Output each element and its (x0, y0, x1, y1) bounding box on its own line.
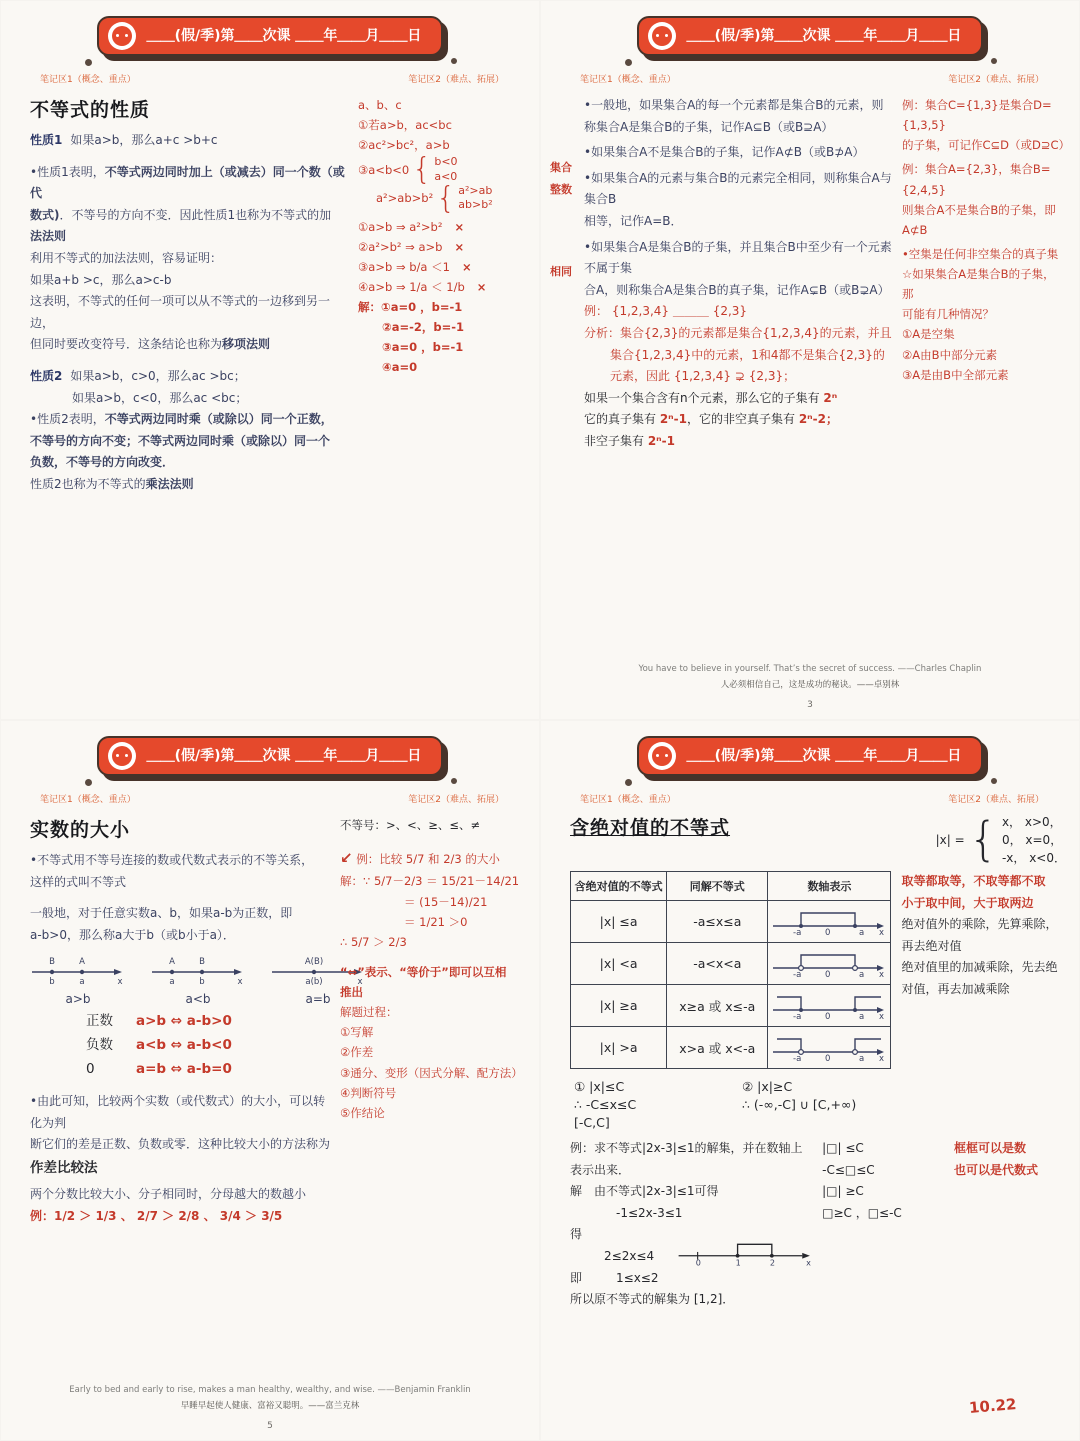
page-3 (0, 720, 540, 1441)
svg-text:x: x (879, 1012, 885, 1020)
side-line: ⑤作结论 (340, 1105, 385, 1120)
svg-text:-a: -a (793, 970, 802, 978)
svg-text:b: b (49, 977, 55, 988)
note-line: •不等式用不等号连接的数或代数式表示的不等关系， (30, 853, 314, 867)
side-line: 解题过程： (340, 1005, 398, 1020)
side-line: ①若a>b，ac<bc (358, 118, 452, 133)
svg-text:a: a (859, 1012, 865, 1020)
note-line: 如果a+b >c，那么a>c-b (30, 272, 172, 287)
side-line: ☆如果集合A是集合B的子集，那 (902, 267, 1055, 302)
number-line-diagram (30, 952, 126, 988)
margin-note: 集合 (550, 161, 572, 174)
side-line: 例：集合A={2,3}，集合B={2,4,5} (902, 162, 1051, 197)
side-line: 可能有几种情况？ (902, 307, 994, 322)
handwritten-date: 10.22 (967, 1394, 1017, 1418)
note-line: 这表明，不等式的任何一项可以从不等式的一边移到另一边， (30, 294, 331, 330)
note-line: 断它们的差是正数、负数或零．这种比较大小的方法称为 (30, 1137, 331, 1152)
side-line: a²>ab>b² { a²>ab ab>b² (376, 180, 493, 216)
banner-title: ＿＿(假/季)第＿＿次课 ＿＿年＿＿月＿＿日 (146, 748, 422, 764)
wrong-mark: × (454, 239, 465, 254)
side-line: ＝ (15－14)/21 (404, 894, 488, 909)
side-line: 取等都取等，不取等都不取 (901, 874, 1046, 888)
number-line-a-gt-b (30, 952, 126, 1006)
number-line-caption: a=b (305, 992, 331, 1007)
note-line: 非空子集有 2ⁿ-1 (584, 433, 675, 448)
svg-text:a: a (859, 1054, 865, 1062)
brace-icon: { (968, 812, 998, 867)
analysis-line: 元素，因此 {1,2,3,4} ⊋ {2,3}； (610, 369, 796, 384)
page3-content (0, 813, 540, 1228)
svg-text:b: b (199, 977, 205, 988)
side-line: ③a>b ⇒ b/a ＜1 × (358, 259, 472, 274)
side-line: ①写解 (340, 1025, 374, 1040)
footer-quote-en: Early to bed and early to rise, makes a man healthy, wealthy, and wise. ——Benjamin Franklin (69, 1385, 471, 1395)
banner-title: ＿＿(假/季)第＿＿次课 ＿＿年＿＿月＿＿日 (686, 28, 962, 44)
side-line: •空集是任何非空集合的真子集 (902, 246, 1059, 261)
abs-cases-block: ① |x|≤C ② |x|≥C ∴ -C≤x≤C ∴ (-∞,-C] ∪ [C,+∞) [-C,C] (574, 1079, 857, 1130)
page4-header-row (540, 813, 1080, 867)
example-box-rules (822, 1138, 946, 1311)
side-line: ∴ 5/7 ＞ 2/3 (340, 934, 407, 949)
solution-row (570, 1224, 814, 1267)
side-line: ②作差 (340, 1045, 374, 1060)
svg-text:-a: -a (793, 1012, 802, 1020)
mascot-logo-icon (648, 742, 676, 770)
axis-closed-interval (771, 904, 887, 936)
note-line: 它的真子集有 2ⁿ-1，它的非空真子集有 2ⁿ-2； (584, 412, 838, 427)
banner-row (540, 720, 1080, 776)
svg-text:0: 0 (825, 970, 831, 978)
banner-row (540, 0, 1080, 56)
side-line: 框框可以是数 (953, 1141, 1026, 1155)
side-line: ①A是空集 (902, 327, 955, 342)
curved-arrow-icon: ↙ (340, 849, 353, 868)
zone1-label: 笔记区1（概念、重点） (40, 75, 136, 85)
side-line: ③a<b<0 { b<0 a<0 (358, 152, 458, 188)
lesson-banner (637, 736, 984, 776)
number-line-caption: a<b (185, 992, 211, 1007)
banner-title: ＿＿(假/季)第＿＿次课 ＿＿年＿＿月＿＿日 (686, 748, 962, 764)
note-line: 称集合A是集合B的子集，记作A⊆B（或B⊇A） (584, 119, 834, 134)
svg-text:x: x (879, 970, 885, 978)
page2-footer (540, 664, 1080, 690)
page-2 (540, 0, 1080, 720)
page1-side-notes (358, 95, 493, 496)
svg-text:A(B): A(B) (304, 957, 324, 968)
side-line: 绝对值里的加减乘除，先去绝 (901, 960, 1058, 975)
page2-main-notes (584, 95, 892, 453)
note-line: •性质1表明，不等式两边同时加上（或减去）同一个数（或代 (30, 164, 345, 201)
side-line: ＝ 1/21 ＞0 (404, 914, 468, 929)
svg-text:0: 0 (825, 1054, 831, 1062)
page-number: 5 (267, 1421, 273, 1431)
axis-open-rays (771, 1030, 887, 1062)
svg-text:x: x (879, 928, 885, 936)
example-line: 例： {1,2,3,4} ＿＿＿ {2,3} (584, 304, 748, 319)
table-row: |x| <a -a<x<a -a 0 a x (571, 943, 891, 985)
page4-table-band (540, 867, 1080, 1069)
side-line: a、b、c (358, 98, 402, 112)
abs-piecewise-def: |x| = { x， x>0， 0， x=0， -x， x<0． (935, 812, 1066, 867)
piecewise-cases: x， x>0， 0， x=0， -x， x<0． (1001, 815, 1066, 865)
axis-closed-rays (771, 988, 887, 1020)
solution-line: 得2≤2x≤4 (570, 1227, 655, 1263)
page3-footer (0, 1385, 540, 1411)
side-line: 例：集合C={1,3}是集合D={1,3,5} (902, 98, 1052, 133)
page4-title: 含绝对值的不等式 (570, 817, 731, 839)
zone1-label: 笔记区1（概念、重点） (580, 795, 676, 805)
number-line-a-lt-b (150, 952, 246, 1006)
note-line: 利用不等式的加法法则，容易证明： (30, 250, 223, 265)
note-line: 这样的式叫不等式 (30, 874, 127, 889)
side-line: -C≤□≤C (822, 1162, 875, 1177)
side-line: 则集合A不是集合B的子集，即 (902, 202, 1056, 217)
solution-line: -1≤2x-3≤1 (616, 1205, 683, 1220)
side-line: |□| ≤C (822, 1141, 864, 1155)
mascot-logo-icon (648, 22, 676, 50)
note-line: 不等号的方向不变；不等式两边同时乘（或除以）同一个 (30, 433, 331, 448)
side-line: 对值，再去加减乘除 (901, 981, 1010, 996)
side-line: |□| ≥C (822, 1184, 864, 1199)
svg-text:-a: -a (793, 928, 802, 936)
svg-text:A: A (79, 957, 85, 968)
method-name: 作差比较法 (30, 1160, 98, 1177)
solution-line: 解 由不等式|2x-3|≤1可得 (570, 1184, 719, 1199)
table-row: |x| ≥a x≥a 或 x≤-a -a 0 a x (571, 985, 891, 1027)
wrong-mark: × (454, 219, 465, 234)
equiv-row: 负数 a<b ⇔ a-b<0 (86, 1037, 232, 1053)
banner-title: ＿＿(假/季)第＿＿次课 ＿＿年＿＿月＿＿日 (146, 28, 422, 44)
example-solution (570, 1138, 814, 1311)
note-line: •性质2表明，不等式两边同时乘（或除以）同一个正数， (30, 412, 333, 427)
page3-side-notes (340, 815, 523, 1228)
note-line: 如果a>b，c<0，那么ac <bc； (72, 390, 248, 405)
page3-title: 实数的大小 (30, 819, 131, 841)
analysis-line: 集合{1,2,3,4}中的元素，1和4都不是集合{2,3}的 (610, 347, 885, 362)
lesson-banner (97, 736, 444, 776)
note-line: 一般地，对于任意实数a、b，如果a-b为正数，即 (30, 906, 293, 921)
side-line: ③通分、变形（因式分解、配方法） (340, 1065, 523, 1080)
note-line: a-b>0，那么称a大于b（或b小于a）． (30, 927, 235, 942)
banner-row (0, 0, 540, 56)
solution-line: 即 1≤x≤2 (570, 1270, 659, 1285)
page4-side-notes (901, 871, 1070, 1069)
zone2-label: 笔记区2（难点、拓展） (948, 75, 1044, 85)
svg-text:2: 2 (770, 1256, 776, 1267)
footer-quote-en: You have to believe in yourself. That’s the secret of success. ——Charles Chaplin (638, 664, 982, 674)
svg-text:-a: -a (793, 1054, 802, 1062)
side-line: A⊄B (902, 222, 928, 237)
side-line: ④判断符号 (340, 1085, 397, 1100)
page1-content (0, 93, 540, 496)
side-line: 推出 (340, 985, 363, 999)
wrong-mark: × (461, 259, 472, 274)
svg-text:a: a (169, 977, 175, 988)
zone1-label: 笔记区1（概念、重点） (580, 75, 676, 85)
example-prompt: 例：求不等式|2x-3|≤1的解集，并在数轴上表示出来． (570, 1141, 803, 1177)
note-line: •一般地，如果集合A的每一个元素都是集合B的元素，则 (584, 98, 884, 112)
note-line: 合A，则称集合A是集合B的真子集，记作A⊊B（或B⊋A） (584, 282, 890, 297)
side-line: 绝对值外的乘除，先算乘除， (901, 917, 1058, 932)
page4-example (540, 1130, 1080, 1311)
table-header-row: 含绝对值的不等式 同解不等式 数轴表示 (571, 872, 891, 901)
side-line: 解：①a=0 ，b=-1 (358, 300, 463, 315)
svg-text:0: 0 (825, 928, 831, 936)
equiv-row: 0 a=b ⇔ a-b=0 (86, 1060, 232, 1077)
svg-text:B: B (49, 957, 55, 968)
side-line: ②a²>b² ⇒ a>b × (358, 239, 465, 254)
axis-open-interval (771, 946, 887, 978)
page2-content (540, 93, 1080, 453)
banner-row (0, 720, 540, 776)
analysis-line: 分析：集合{2,3}的元素都是集合{1,2,3,4}的元素，并且 (584, 325, 892, 340)
svg-text:0: 0 (825, 1012, 831, 1020)
svg-text:a: a (79, 977, 85, 988)
svg-text:x: x (357, 977, 363, 988)
margin-note: 相同 (550, 265, 572, 278)
side-line: ②ac²>bc²，a>b (358, 138, 450, 153)
page-4 (540, 720, 1080, 1441)
svg-text:a: a (859, 928, 865, 936)
lesson-banner (637, 16, 984, 56)
note-line: 性质1 如果a>b，那么a+c >b+c (30, 133, 218, 147)
zone2-label: 笔记区2（难点、拓展） (408, 75, 504, 85)
side-line: ④a=0 (382, 360, 418, 375)
page-1 (0, 0, 540, 720)
note-line: 负数，不等号的方向改变． (30, 455, 175, 470)
side-line: 不等号：>、<、≥、≤、≠ (340, 818, 481, 832)
note-line: •如果集合A是集合B的子集，并且集合B中至少有一个元素不属于集 (584, 239, 892, 276)
mascot-logo-icon (108, 22, 136, 50)
side-line: □≥C ，□≤-C (822, 1205, 902, 1220)
side-line: 的子集，可记作C⊆D（或D⊇C） (902, 138, 1071, 153)
side-line: 小于取中间，大于取两边 (901, 895, 1034, 910)
svg-text:B: B (199, 957, 205, 968)
wrong-mark: × (476, 279, 487, 294)
note-line: 相等，记作A=B． (584, 213, 683, 228)
margin-note: 整数 (550, 183, 572, 196)
side-line: ↙ 例：比较 5/7 和 2/3 的大小 (340, 849, 500, 868)
note-line: 法法则 (30, 229, 67, 244)
side-line: “⇔”表示、“等价于”即可以互相 (340, 964, 507, 979)
equiv-row: 正数 a>b ⇔ a-b>0 (86, 1013, 232, 1030)
svg-text:x: x (237, 977, 243, 988)
note-line: 数式)．不等号的方向不变．因此性质1也称为不等式的加 (30, 207, 332, 222)
side-line: ②a=-2，b=-1 (382, 320, 465, 335)
svg-text:1: 1 (736, 1256, 742, 1267)
page-number: 3 (807, 700, 813, 710)
note-line: 性质2 如果a>b，c>0，那么ac >bc； (30, 368, 246, 383)
zone-labels (40, 72, 504, 85)
side-line: ①a>b ⇒ a²>b² × (358, 219, 465, 234)
note-line: 如果一个集合含有n个元素，那么它的子集有 2ⁿ (584, 390, 838, 405)
side-line: ④a>b ⇒ 1/a ＜ 1/b × (358, 279, 487, 294)
mascot-logo-icon (108, 742, 136, 770)
number-line-diagram (150, 952, 246, 988)
zone1-label: 笔记区1（概念、重点） (40, 795, 136, 805)
svg-text:x: x (806, 1256, 812, 1267)
side-line: 解：∵ 5/7－2/3 ＝ 15/21－14/21 (340, 874, 520, 889)
page2-side-notes (902, 95, 1071, 453)
abs-inequality-table (570, 871, 891, 1069)
example-line: 例：1/2 ＞ 1/3 、 2/7 ＞ 2/8 、 3/4 ＞ 3/5 (30, 1208, 283, 1223)
zone-labels (580, 72, 1044, 85)
number-line-caption: a>b (65, 992, 91, 1007)
note-line: •如果集合A不是集合B的子集，记作A⊄B（或B⊅A） (584, 145, 865, 160)
footer-quote-cn: 人必须相信自己，这是成功的秘诀。——卓别林 (720, 680, 900, 690)
zone2-label: 笔记区2（难点、拓展） (408, 795, 504, 805)
lesson-banner (97, 16, 444, 56)
zone-labels (40, 792, 504, 805)
side-line: 再去绝对值 (901, 938, 962, 953)
zone-labels (580, 792, 1044, 805)
solution-line: 所以原不等式的解集为 [1,2]． (570, 1292, 735, 1307)
side-line: 也可以是代数式 (953, 1162, 1038, 1177)
page1-main-notes (30, 95, 348, 496)
side-line: ②A由B中部分元素 (902, 347, 998, 362)
note-line: 但同时要改变符号．这条结论也称为移项法则 (30, 337, 271, 352)
note-line: 两个分数比较大小、分子相同时，分母越大的数越小 (30, 1187, 307, 1202)
note-line: 性质2也称为不等式的乘法法则 (30, 476, 194, 491)
table-row: |x| >a x>a 或 x<-a -a 0 a x (571, 1027, 891, 1069)
svg-text:a: a (859, 970, 865, 978)
footer-quote-cn: 早睡早起使人健康、富裕又聪明。——富兰克林 (180, 1401, 360, 1411)
page1-title: 不等式的性质 (30, 99, 151, 121)
solution-number-line (671, 1234, 814, 1268)
zone2-label: 笔记区2（难点、拓展） (948, 795, 1044, 805)
svg-text:a(b): a(b) (305, 977, 323, 988)
svg-text:0: 0 (696, 1256, 702, 1267)
side-line: ③A是由B中全部元素 (902, 367, 1009, 382)
note-line: •如果集合A的元素与集合B的元素完全相同，则称集合A与集合B (584, 170, 892, 207)
table-row: |x| ≤a -a≤x≤a -a 0 a x (571, 901, 891, 943)
example-red-notes (954, 1138, 1070, 1311)
note-line: •由此可知，比较两个实数（或代数式）的大小，可以转化为判 (30, 1094, 326, 1130)
side-line: ③a=0 ，b=-1 (382, 340, 464, 355)
svg-text:x: x (879, 1054, 885, 1062)
svg-text:A: A (169, 957, 175, 968)
svg-text:x: x (117, 977, 123, 988)
